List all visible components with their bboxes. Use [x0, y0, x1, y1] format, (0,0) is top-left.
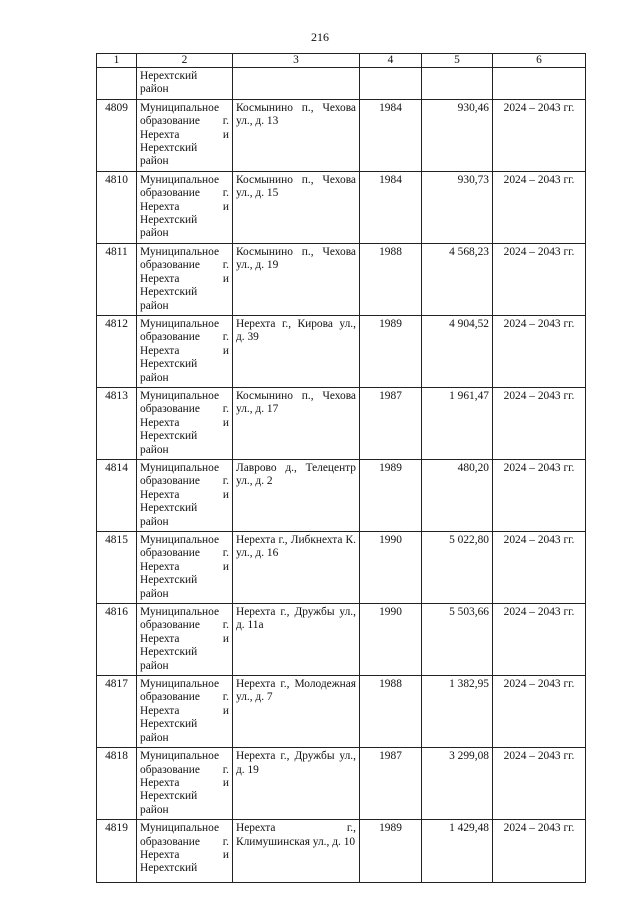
table-row [97, 676, 586, 748]
column-header: 1 [97, 54, 137, 68]
municipality-line: район [140, 587, 169, 600]
period-cell: 2024 – 2043 гг. [493, 748, 586, 820]
municipality-line: Муниципальное [140, 606, 220, 619]
year-cell: 1984 [360, 99, 422, 171]
year-cell: 1989 [360, 315, 422, 387]
header-row [97, 54, 586, 68]
row-number-cell: 4818 [97, 748, 137, 820]
table-row [97, 99, 586, 171]
municipality-line: Нерехта и [140, 344, 229, 357]
address-cell: Космынино п., Чехова ул., д. 15 [233, 171, 360, 243]
municipality-line: район [140, 731, 169, 744]
municipality-line: район [140, 371, 169, 384]
year-cell: 1988 [360, 243, 422, 315]
table-row [97, 387, 586, 459]
address-cell: Космынино п., Чехова ул., д. 13 [233, 99, 360, 171]
period-cell: 2024 – 2043 гг. [493, 315, 586, 387]
municipality-cell [137, 604, 233, 676]
municipality-cell [137, 459, 233, 531]
page-number: 216 [311, 30, 329, 44]
row-number-cell: 4819 [97, 820, 137, 883]
municipality-line: образование г. [140, 763, 229, 776]
cost-cell: 1 961,47 [422, 387, 493, 459]
period-cell: 2024 – 2043 гг. [493, 676, 586, 748]
table-row [97, 820, 586, 883]
municipality-line: Нерехтский [140, 790, 198, 803]
municipality-cell [137, 171, 233, 243]
municipality-line: образование г. [140, 403, 229, 416]
municipality-line: образование г. [140, 547, 229, 560]
address-cell: Лаврово д., Телецентр ул., д. 2 [233, 459, 360, 531]
municipality-cell [137, 315, 233, 387]
municipality-line: Нерехтский [140, 646, 198, 659]
municipality-line: Нерехта и [140, 560, 229, 573]
address-cell: Нерехта г., Дружбы ул., д. 11а [233, 604, 360, 676]
municipality-line: Муниципальное [140, 245, 220, 258]
municipality-line: образование г. [140, 691, 229, 704]
row-number-cell: 4817 [97, 676, 137, 748]
cost-cell: 5 503,66 [422, 604, 493, 676]
municipality-line: Муниципальное [140, 101, 220, 114]
municipality-line: район [140, 515, 169, 528]
municipality-line: Муниципальное [140, 534, 220, 546]
municipality-line: Муниципальное [140, 461, 220, 474]
municipality-cell [137, 68, 233, 100]
municipality-line: Муниципальное [140, 678, 220, 691]
year-cell: 1990 [360, 532, 422, 604]
row-number-cell: 4810 [97, 171, 137, 243]
table-row [97, 604, 586, 676]
row-number-cell: 4809 [97, 99, 137, 171]
municipality-cell [137, 243, 233, 315]
municipality-line: район [140, 659, 169, 672]
period-cell: 2024 – 2043 гг. [493, 532, 586, 604]
row-number-cell: 4814 [97, 459, 137, 531]
municipality-line: район [140, 227, 169, 240]
table-row [97, 243, 586, 315]
column-header: 5 [422, 54, 493, 68]
municipality-cell [137, 99, 233, 171]
row-number-cell: 4816 [97, 604, 137, 676]
municipality-cell [137, 748, 233, 820]
row-number-cell [97, 68, 137, 100]
cost-cell: 4 904,52 [422, 315, 493, 387]
municipality-cell [137, 532, 233, 604]
cost-cell: 480,20 [422, 459, 493, 531]
year-cell: 1990 [360, 604, 422, 676]
address-cell: Космынино п., Чехова ул., д. 19 [233, 243, 360, 315]
municipality-line: образование г. [140, 331, 229, 344]
cost-cell: 930,73 [422, 171, 493, 243]
address-cell: Космынино п., Чехова ул., д. 17 [233, 387, 360, 459]
municipality-line: Нерехта и [140, 776, 229, 789]
year-cell: 1988 [360, 676, 422, 748]
municipality-line: образование г. [140, 835, 229, 848]
table-row [97, 171, 586, 243]
register-table [96, 53, 586, 883]
address-cell: Нерехта г., Либкнехта К. ул., д. 16 [233, 532, 360, 604]
municipality-line: Нерехтский [140, 286, 198, 299]
address-cell: Нерехта г., Климушинская ул., д. 10 [233, 820, 360, 883]
municipality-cell [137, 676, 233, 748]
year-cell: 1987 [360, 748, 422, 820]
municipality-line: район [140, 803, 169, 816]
municipality-line: образование г. [140, 187, 229, 200]
municipality-line: район [140, 299, 169, 312]
column-header: 2 [137, 54, 233, 68]
municipality-line: Нерехта и [140, 128, 229, 141]
municipality-line: Нерехта и [140, 632, 229, 645]
municipality-line: Нерехтский [140, 358, 198, 371]
municipality-line: Нерехтский [140, 70, 198, 82]
table-row [97, 459, 586, 531]
period-cell [493, 68, 586, 100]
table-row [97, 315, 586, 387]
cost-cell [422, 68, 493, 100]
period-cell: 2024 – 2043 гг. [493, 99, 586, 171]
address-cell: Нерехта г., Молодежная ул., д. 7 [233, 676, 360, 748]
municipality-line: Нерехтский [140, 574, 198, 587]
address-cell: Нерехта г., Кирова ул., д. 39 [233, 315, 360, 387]
year-cell: 1989 [360, 820, 422, 883]
year-cell: 1987 [360, 387, 422, 459]
municipality-line: район [140, 443, 169, 456]
period-cell: 2024 – 2043 гг. [493, 604, 586, 676]
continuation-row [97, 68, 586, 100]
municipality-line: Нерехтский [140, 430, 198, 443]
address-cell [233, 68, 360, 100]
year-cell: 1989 [360, 459, 422, 531]
municipality-line: район [140, 155, 169, 168]
period-cell: 2024 – 2043 гг. [493, 459, 586, 531]
municipality-line: Муниципальное [140, 750, 220, 763]
year-cell: 1984 [360, 171, 422, 243]
municipality-line: Нерехта и [140, 272, 229, 285]
municipality-line: Нерехта и [140, 488, 229, 501]
municipality-line: образование г. [140, 475, 229, 488]
period-cell: 2024 – 2043 гг. [493, 243, 586, 315]
municipality-line: Нерехта и [140, 848, 229, 861]
row-number-cell: 4811 [97, 243, 137, 315]
year-cell [360, 68, 422, 100]
table-row [97, 748, 586, 820]
municipality-line: Муниципальное [140, 317, 220, 330]
column-header: 3 [233, 54, 360, 68]
municipality-line: район [140, 83, 169, 96]
municipality-line: Нерехтский [140, 718, 198, 731]
cost-cell: 3 299,08 [422, 748, 493, 820]
municipality-line: образование г. [140, 115, 229, 128]
row-number-cell: 4815 [97, 532, 137, 604]
municipality-line: Нерехта и [140, 704, 229, 717]
period-cell: 2024 – 2043 гг. [493, 171, 586, 243]
table-row [97, 532, 586, 604]
municipality-line: Нерехтский [140, 214, 198, 227]
municipality-line: Нерехтский [140, 862, 198, 875]
municipality-cell [137, 387, 233, 459]
municipality-line: Муниципальное [140, 173, 220, 186]
row-number-cell: 4813 [97, 387, 137, 459]
period-cell: 2024 – 2043 гг. [493, 820, 586, 883]
column-header: 6 [493, 54, 586, 68]
cost-cell: 4 568,23 [422, 243, 493, 315]
cost-cell: 1 429,48 [422, 820, 493, 883]
column-header: 4 [360, 54, 422, 68]
municipality-line: Муниципальное [140, 389, 220, 402]
address-cell: Нерехта г., Дружбы ул., д. 19 [233, 748, 360, 820]
municipality-line: Нерехтский [140, 502, 198, 515]
row-number-cell: 4812 [97, 315, 137, 387]
municipality-line: Нерехта и [140, 416, 229, 429]
municipality-cell [137, 820, 233, 883]
municipality-line: Нерехтский [140, 142, 198, 155]
municipality-line: образование г. [140, 259, 229, 272]
cost-cell: 5 022,80 [422, 532, 493, 604]
cost-cell: 930,46 [422, 99, 493, 171]
municipality-line: Муниципальное [140, 822, 220, 835]
municipality-line: образование г. [140, 619, 229, 632]
municipality-line: Нерехта и [140, 200, 229, 213]
cost-cell: 1 382,95 [422, 676, 493, 748]
period-cell: 2024 – 2043 гг. [493, 387, 586, 459]
